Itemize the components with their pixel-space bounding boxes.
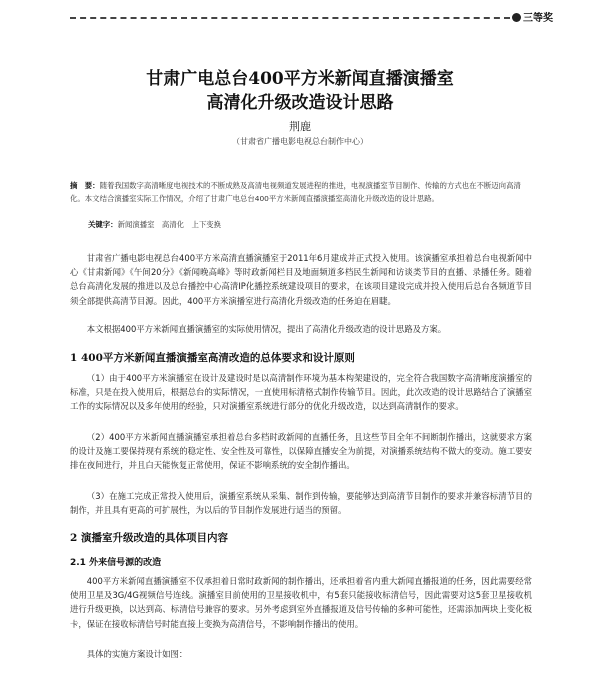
section-1-heading: 1 400平方米新闻直播演播室高清改造的总体要求和设计原则 [70, 352, 355, 364]
section-1-paragraph-3: （3）在施工完成正常投入使用后，演播室系统从采集、制作到传输，要能够达到高清节目制作的要求并兼容标清节目的制作，并且具有更高的可扩展性，为以后的节目制作发展进行适当的预留。 [70, 491, 532, 516]
section-2-1-paragraph-2: 具体的实施方案设计如图： [86, 649, 188, 659]
award-badge-label: 三等奖 [523, 13, 553, 24]
intro-paragraph-1: 甘肃省广播电影电视总台400平方米高清直播演播室于2011年6月建成并正式投入使用。该演播室承担着总台电视新闻中心《甘肃新闻》《午间20分》《新闻晚高峰》等时政新闻栏目及地面频道多档民生新闻和访谈类节目的直播、录播任务。随着总台高清化发展的推进以及总台播控中心高清IP化播控系统建设项目的要求，在该项目建设完成并投入使用后总台各频道节目须全部提供高清节目源。因此，400平方米演播室进行高清化升级改造的任务迫在眉睫。 [70, 253, 532, 306]
badge-bullet-icon [512, 13, 521, 22]
intro-paragraph-2: 本文根据400平方米新闻直播演播室的实际使用情况，提出了高清化升级改造的设计思路及方案。 [86, 324, 447, 334]
article-title-line-1: 甘肃广电总台400平方米新闻直播演播室 [146, 69, 454, 89]
section-2-heading: 2 演播室升级改造的具体项目内容 [70, 532, 228, 544]
keywords [88, 219, 532, 230]
author-affiliation: （甘肃省广播电影电视总台制作中心） [232, 137, 368, 146]
keywords-text: 新闻演播室 高清化 上下变换 [117, 220, 222, 229]
author-name: 荆鹿 [289, 120, 311, 133]
abstract-label: 摘 要： [70, 181, 100, 190]
header-rule [70, 17, 510, 19]
section-2-1-paragraph-1: 400平方米新闻直播演播室不仅承担着日常时政新闻的制作播出，还承担着省内重大新闻直播报道的任务，因此需要经常使用卫星及3G/4G视频信号连线。演播室目前使用的卫星接收机中，有5套只能接收标清信号，因此需要对这5套卫星接收机进行升级更换，以达到高、标清信号兼容的要求。另外考虑到室外直播报道及信号传输的多种可能性，还需添加两块上变化板卡，保证在接收标清信号时能直接上变换为高清信号，不影响制作播出的使用。 [70, 576, 532, 629]
abstract [70, 179, 532, 205]
section-2-1-heading: 2.1 外来信号源的改造 [70, 558, 162, 568]
section-1-paragraph-2: （2）400平方米新闻直播演播室承担着总台多档时政新闻的直播任务，且这些节目全年不间断制作播出，这就要求方案的设计及施工要保持现有系统的稳定性、安全性及可靠性，以保障直播安全为前提，对演播系统结构不做大的变动。施工要安排在夜间进行，并且白天能恢复正常使用，保证不影响系统的安全制作播出。 [70, 432, 532, 471]
article-title-line-2: 高清化升级改造设计思路 [206, 93, 394, 113]
keywords-label: 关键字： [88, 220, 118, 229]
section-1-paragraph-1: （1）由于400平方米演播室在设计及建设时是以高清制作环境为基本构架建设的，完全符合我国数字高清晰度演播室的标准，只是在投入使用后，根据总台的实际情况，一直使用标清格式制作传输节目。因此，此次改造的设计思路结合了演播室工作的实际情况以及多年使用的经验，只对演播室系统进行部分的优化升级改造，以达到高清制作的要求。 [70, 373, 532, 412]
award-badge [512, 9, 553, 24]
abstract-text: 随着我国数字高清晰度电视技术的不断成熟及高清电视频道发展进程的推进，电视演播室节目制作、传输的方式也在不断迈向高清化。本文结合演播室实际工作情况，介绍了甘肃广电总台400平方米新闻直播演播室高清化升级改造的设计思路。 [70, 181, 521, 203]
